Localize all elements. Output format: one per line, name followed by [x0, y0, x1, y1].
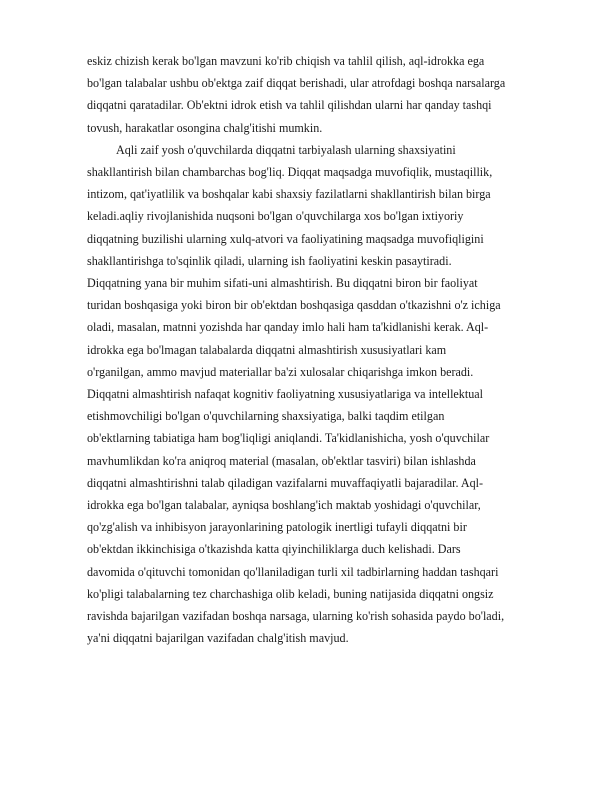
text-line: bo'lgan talabalar ushbu ob'ektga zaif diqqat berishadi, ular atrofdagi boshqa narsalarga: [87, 76, 506, 91]
text-line: eskiz chizish kerak bo'lgan mavzuni ko'rib chiqish va tahlil qilish, aql-idrokka ega: [87, 54, 485, 68]
text-line: ravishda bajarilgan vazifadan boshqa narsaga, ularning ko'rish sohasida paydo bo'ladi,: [87, 609, 505, 624]
text-line: shakllantirish bilan chambarchas bog'liq. Diqqat maqsadga muvofiqlik, mustaqillik,: [87, 165, 493, 180]
text-line: turidan boshqasiga yoki biron bir ob'ektdan boshqasiga qasddan o'tkazishni o'z ichiga: [87, 298, 501, 313]
text-line: ko'pligi talabalarning tez charchashiga olib keladi, buning natijasida diqqatni ongsiz: [87, 586, 494, 601]
text-line: ya'ni diqqatni bajarilgan vazifadan chalg'itish mavjud.: [87, 631, 349, 646]
text-line: keladi.aqliy rivojlanishida nuqsoni bo'lgan o'quvchilarga xos bo'lgan ixtiyoriy: [87, 209, 464, 224]
text-line: Diqqatni almashtirish nafaqat kognitiv faoliyatning xususiyatlariga va intellektual: [87, 387, 483, 402]
text-line: diqqatni qaratadilar. Ob'ektni idrok etish va tahlil qilishdan ularni har qanday tashqi: [87, 98, 492, 113]
text-line: etishmovchiligi bo'lgan o'quvchilarning shaxsiyatiga, balki taqdim etilgan: [87, 409, 445, 424]
body-text: [87, 50, 577, 649]
text-line: idrokka ega bo'lmagan talabalarda diqqatni almashtirish xususiyatlari kam: [87, 342, 447, 357]
paragraph-first-line: Aqli zaif yosh o'quvchilarda diqqatni tarbiyalash ularning shaxsiyatini: [116, 142, 456, 157]
text-line: shakllantirishga to'sqinlik qiladi, ularning ish faoliyatini keskin pasaytiradi.: [87, 253, 452, 268]
text-line: Diqqatning yana bir muhim sifati-uni almashtirish. Bu diqqatni biron bir faoliyat: [87, 276, 478, 291]
text-line: diqqatni almashtirishni talab qiladigan vazifalarni muvaffaqiyatli bajaradilar. Aql-: [87, 475, 484, 490]
text-line: ob'ektdan ikkinchisiga o'tkazishda katta qiyinchiliklarga duch kelishadi. Dars: [87, 542, 461, 557]
text-line: ob'ektlarning tabiatiga ham bog'liqligi aniqlandi. Ta'kidlanishicha, yosh o'quvchilar: [87, 431, 490, 446]
text-line: tovush, harakatlar osongina chalg'itishi mumkin.: [87, 120, 323, 135]
text-line: diqqatning buzilishi ularning xulq-atvori va faoliyatining maqsadga muvofiqligini: [87, 231, 484, 246]
text-line: intizom, qat'iyatlilik va boshqalar kabi shaxsiy fazilatlarni shakllantirish bilan birga: [87, 187, 491, 202]
text-line: o'rganilgan, ammo mavjud materiallar ba'zi xulosalar chiqarishga imkon beradi.: [87, 364, 474, 379]
text-line: qo'zg'alish va inhibisyon jarayonlarining patologik inertligi tufayli diqqatni bir: [87, 520, 467, 535]
text-line: davomida o'qituvchi tomonidan qo'llaniladigan turli xil tadbirlarning haddan tashqari: [87, 564, 499, 579]
text-line: idrokka ega bo'lgan talabalar, ayniqsa boshlang'ich maktab yoshidagi o'quvchilar,: [87, 498, 481, 513]
text-line: oladi, masalan, matnni yozishda har qanday imlo hali ham ta'kidlanishi kerak. Aql-: [87, 320, 489, 335]
text-line: mavhumlikdan ko'ra aniqroq material (masalan, ob'ektlar tasviri) bilan ishlashda: [87, 453, 476, 468]
